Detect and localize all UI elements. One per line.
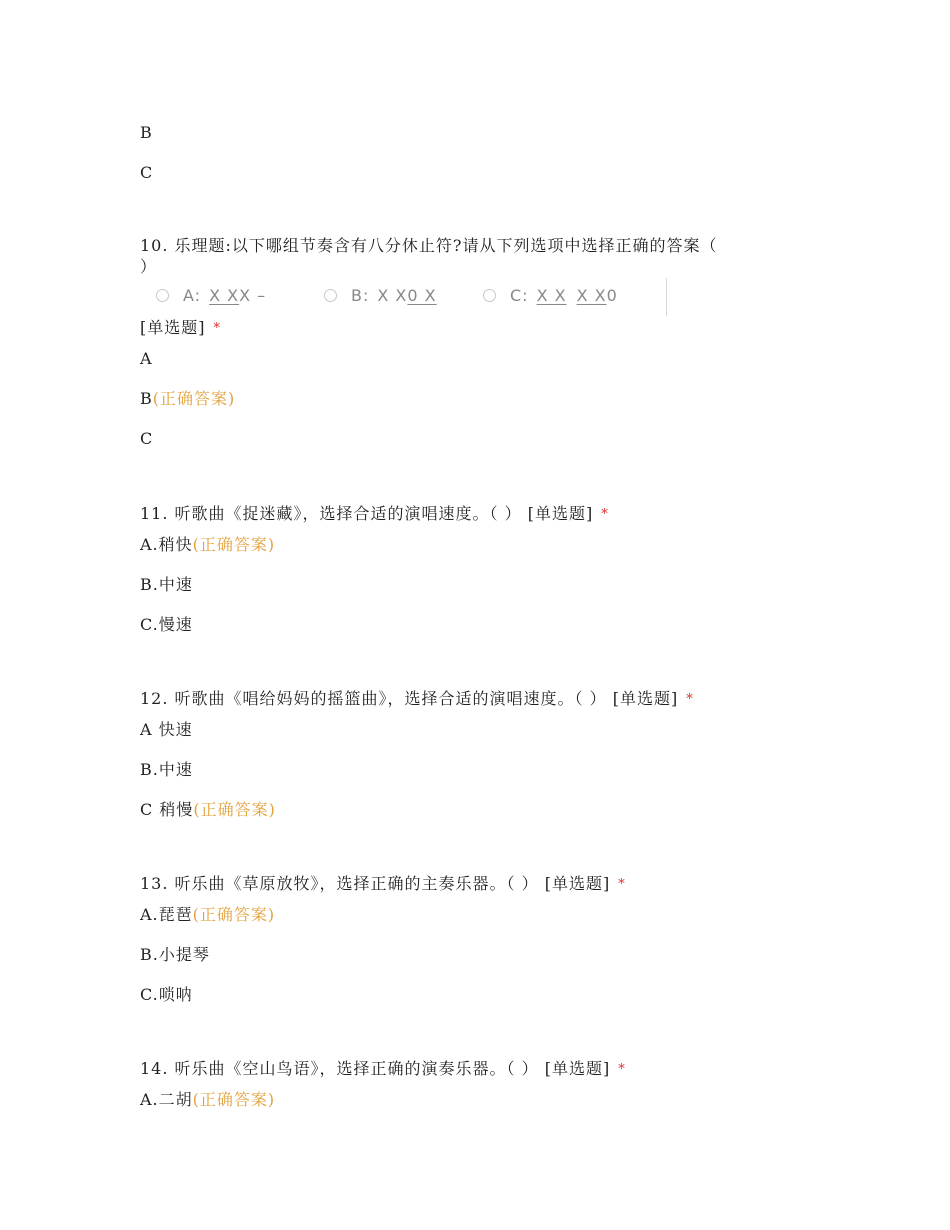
q11-option-a	[140, 535, 275, 555]
option-text: B.小提琴	[140, 945, 210, 964]
question-text: 12. 听歌曲《唱给妈妈的摇篮曲》，选择合适的演唱速度。（ ） [单选题]	[140, 689, 679, 708]
q11-option-b	[140, 575, 193, 595]
option-text: C	[140, 429, 154, 448]
required-asterisk-icon: *	[601, 507, 609, 522]
radio-circle-icon[interactable]	[156, 289, 169, 302]
correct-answer-badge: (正确答案)	[192, 1090, 276, 1109]
option-text: C	[140, 163, 154, 182]
rhythm-notes-beamed: X X	[536, 286, 567, 305]
option-text: B	[140, 389, 153, 408]
rhythm-option-c[interactable]	[483, 286, 618, 305]
q10-option-a	[140, 349, 153, 369]
rhythm-divider	[666, 278, 667, 316]
option-text: B	[140, 123, 153, 142]
q10-type	[140, 318, 221, 339]
option-text: A.二胡	[140, 1090, 193, 1109]
q13-option-b	[140, 945, 210, 965]
rhythm-label: C:	[510, 286, 529, 305]
q11-title	[140, 504, 609, 525]
q12-title	[140, 689, 694, 710]
rhythm-label: B:	[351, 286, 370, 305]
q12-option-a	[140, 720, 193, 740]
q13-title	[140, 874, 626, 895]
option-text: A	[140, 349, 153, 368]
option-text: A.琵琶	[140, 905, 193, 924]
correct-answer-badge: (正确答案)	[193, 800, 276, 819]
correct-answer-badge: (正确答案)	[192, 535, 276, 554]
q13-option-c	[140, 985, 193, 1005]
q14-option-a	[140, 1090, 275, 1110]
rhythm-notes: X –	[239, 286, 267, 305]
q10-title-line1	[140, 236, 718, 256]
option-text: C.唢呐	[140, 985, 193, 1004]
q10-option-c	[140, 429, 153, 449]
q11-option-c	[140, 615, 193, 635]
required-asterisk-icon: *	[618, 1062, 626, 1077]
option-text: B.中速	[140, 760, 193, 779]
q10-option-b	[140, 389, 235, 409]
rhythm-notes: 0	[606, 286, 618, 305]
question-text: 14. 听乐曲《空山鸟语》，选择正确的演奏乐器。（ ） [单选题]	[140, 1059, 611, 1078]
question-type-label: [单选题]	[140, 318, 206, 337]
radio-circle-icon[interactable]	[483, 289, 496, 302]
option-text: A 快速	[140, 720, 193, 739]
q10-title-line2	[140, 257, 157, 277]
correct-answer-badge: (正确答案)	[192, 905, 276, 924]
option-text: C.慢速	[140, 615, 193, 634]
question-text: 13. 听乐曲《草原放牧》，选择正确的主奏乐器。（ ） [单选题]	[140, 874, 611, 893]
rhythm-option-a[interactable]	[156, 286, 266, 305]
required-asterisk-icon: *	[618, 877, 626, 892]
q9-option-b	[140, 123, 153, 143]
required-asterisk-icon: *	[686, 692, 694, 707]
q13-option-a	[140, 905, 275, 925]
rhythm-notes-beamed: X X	[209, 286, 240, 305]
question-text: 10. 乐理题:以下哪组节奏含有八分休止符?请从下列选项中选择正确的答案（	[140, 236, 718, 255]
question-text: ）	[140, 257, 158, 276]
q9-option-c	[140, 163, 153, 183]
q12-option-c	[140, 800, 276, 820]
q12-option-b	[140, 760, 193, 780]
rhythm-option-b[interactable]	[324, 286, 437, 305]
rhythm-notes-beamed: 0 X	[407, 286, 437, 305]
required-asterisk-icon: *	[213, 321, 221, 336]
question-text: 11. 听歌曲《捉迷藏》，选择合适的演唱速度。（ ） [单选题]	[140, 504, 594, 523]
rhythm-notes: X X	[377, 286, 408, 305]
correct-answer-badge: (正确答案)	[152, 389, 236, 408]
option-text: B.中速	[140, 575, 193, 594]
option-text: A.稍快	[140, 535, 193, 554]
q14-title	[140, 1059, 626, 1080]
q10-rhythm-image	[156, 282, 668, 312]
rhythm-notes-beamed: X X	[576, 286, 607, 305]
radio-circle-icon[interactable]	[324, 289, 337, 302]
rhythm-label: A:	[183, 286, 202, 305]
option-text: C 稍慢	[140, 800, 194, 819]
